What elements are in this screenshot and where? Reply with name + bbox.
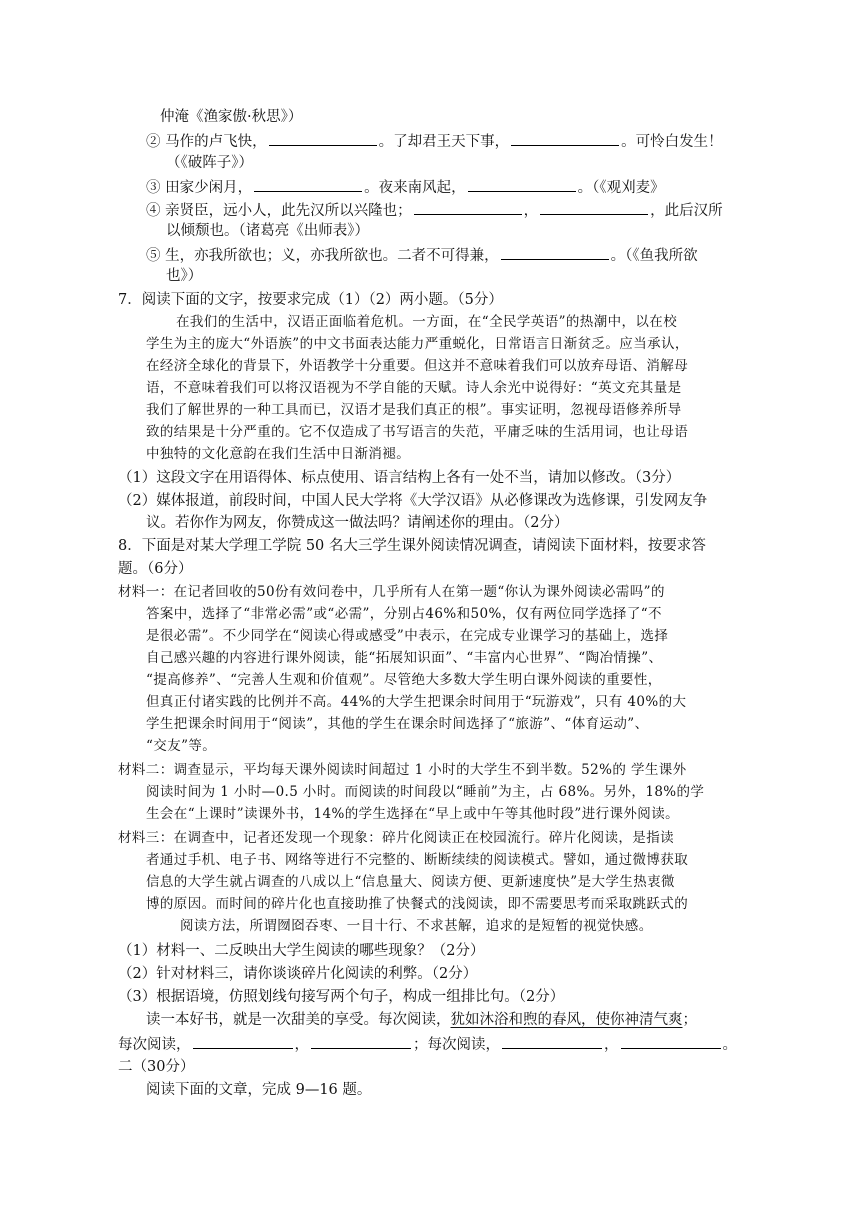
material-2-line: 生会在“上课时”读课外书，14%的学生选择在“早上或中午等其他时段”进行课外阅读。	[146, 806, 680, 822]
question-7-sub-2: （2）媒体报道，前段时间，中国人民大学将《大学汉语》从必修课改为选修课，引发网友争	[118, 493, 708, 509]
passage-line: 语，不意味着我们可以将汉语视为不学自能的天赋。诗人余光中说得好：“英文充其量是	[146, 380, 682, 396]
parallel-sentence-lead: 读一本好书，就是一次甜美的享受。每次阅读，犹如沐浴和煦的春风，使你神清气爽；	[146, 1012, 697, 1028]
material-1-line: 答案中，选择了“非常必需”或“必需”，分别占46%和50%，仅有两位同学选择了“不	[146, 606, 662, 622]
text-line: 仲淹《渔家傲·秋思》）	[160, 109, 303, 125]
question-8-sub-3: （3）根据语境，仿照划线句接写两个句子，构成一组排比句。（2分）	[118, 989, 565, 1005]
passage-line: 中独特的文化意韵在我们生活中日渐消褪。	[146, 446, 411, 462]
passage-line: 学生为主的庞大“外语族”的中文书面表达能力严重蜕化，日常语言日渐贫乏。应当承认，	[146, 336, 689, 352]
passage-line: 在经济全球化的背景下，外语教学十分重要。但这并不意味着我们可以放弃母语、消解母	[146, 358, 689, 374]
item-2-source: （《破阵子》）	[166, 155, 253, 171]
material-3-line: 博的原因。而时间的碎片化也直接助推了快餐式的浅阅读，即不需要思考而采取跳跃式的	[146, 896, 689, 912]
material-3-line: 材料三：在调查中，记者还发现一个现象：碎片化阅读正在校园流行。碎片化阅读，是指读	[118, 830, 674, 846]
item-3: ③ 田家少闲月， 。夜来南风起， 。（《观刈麦》	[146, 177, 665, 197]
parallel-sentence-blanks: 每次阅读， ， ；每次阅读， ， 。	[118, 1034, 737, 1054]
section-2-heading: 二（30分）	[118, 1059, 195, 1075]
question-7-sub-1: （1）这段文字在用语得体、标点使用、语言结构上各有一处不当，请加以修改。（3分）	[118, 470, 681, 486]
passage-line: 在我们的生活中，汉语正面临着危机。一方面，在“全民学英语”的热潮中，以在校	[176, 314, 678, 330]
material-1-line: 材料一：在记者回收的50份有效问卷中，几乎所有人在第一题“你认为课外阅读必需吗”的	[118, 584, 665, 600]
question-8-sub-1: （1）材料一、二反映出大学生阅读的哪些现象？（2分）	[118, 943, 485, 959]
material-1-line: 但真正付诸实践的比例并不高。44%的大学生把课余时间用于“玩游戏”，只有 40%的大	[146, 694, 687, 710]
material-1-line: 自己感兴趣的内容进行课外阅读，能“拓展知识面”、“丰富内心世界”、“陶冶情操”、	[146, 650, 663, 666]
item-4-cont: 以倾颓也。（诸葛亮《出师表》）	[166, 223, 369, 239]
material-3-line: 信息的大学生就占调查的八成以上“信息量大、阅读方便、更新速度快”是大学生热衷微	[146, 874, 675, 890]
section-2-intro: 阅读下面的文章，完成 9—16 题。	[146, 1082, 372, 1098]
material-2-line: 材料二：调查显示，平均每天课外阅读时间超过 1 小时的大学生不到半数。52%的 学生课外	[118, 762, 687, 778]
material-3-line: 阅读方法，所谓囫囵吞枣、一目十行、不求甚解，追求的是短暂的视觉快感。	[180, 918, 653, 934]
underlined-sentence: 犹如沐浴和煦的春风，使你神清气爽	[450, 1012, 683, 1028]
item-5-cont: 也》）	[166, 268, 203, 284]
material-1-line: “交友”等。	[146, 738, 217, 754]
question-7-sub-2-cont: 议。若你作为网友，你赞成这一做法吗？请阐述你的理由。（2分）	[146, 515, 569, 531]
item-2: ② 马作的卢飞快， 。了却君王天下事， 。可怜白发生！	[146, 131, 723, 151]
material-1-line: “提高修养”、“完善人生观和价值观”。尽管绝大多数大学生明白课外阅读的重要性，	[146, 672, 662, 688]
passage-line: 我们了解世界的一种工具而已，汉语才是我们真正的根”。事实证明，忽视母语修养所导	[146, 402, 682, 418]
item-4: ④ 亲贤臣，远小人，此先汉所以兴隆也； ， ，此后汉所	[146, 200, 723, 220]
question-8-title: 8．下面是对某大学理工学院 50 名大三学生课外阅读情况调查，请阅读下面材料，按要求答	[118, 538, 706, 554]
material-1-line: 学生把课余时间用于“阅读”，其他的学生在课余时间选择了“旅游”、“体育运动”、	[146, 716, 649, 732]
material-3-line: 者通过手机、电子书、网络等进行不完整的、断断续续的阅读模式。譬如，通过微博获取	[146, 852, 689, 868]
question-7-title: 7．阅读下面的文字，按要求完成（1）（2）两小题。（5分）	[118, 292, 503, 308]
question-8-title-cont: 题。（6分）	[118, 561, 193, 577]
item-5: ⑤ 生，亦我所欲也；义，亦我所欲也。二者不可得兼， 。（《鱼我所欲	[146, 245, 698, 265]
question-8-sub-2: （2）针对材料三，请你谈谈碎片化阅读的利弊。（2分）	[118, 966, 478, 982]
material-2-line: 阅读时间为 1 小时—0.5 小时。而阅读的时间段以“睡前”为主，占 68%。另外，18%的学	[146, 784, 705, 800]
material-1-line: 是很必需”。不少同学在“阅读心得或感受”中表示，在完成专业课学习的基础上，选择	[146, 628, 669, 644]
passage-line: 致的结果是十分严重的。它不仅造成了书写语言的失范，平庸乏味的生活用词，也让母语	[146, 424, 689, 440]
